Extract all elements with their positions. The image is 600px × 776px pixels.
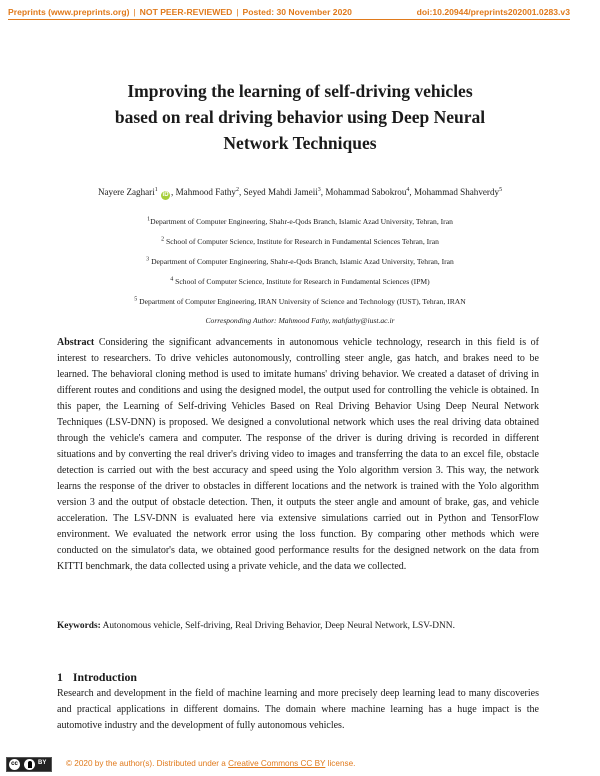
orcid-icon[interactable]: iD [162, 192, 169, 198]
author-name: Mohammad Sabokrou [325, 187, 407, 197]
affiliation-sup: 4 [170, 276, 174, 283]
affiliation-sup: 5 [134, 296, 138, 303]
affiliation [40, 292, 560, 312]
affiliation-text: Department of Computer Engineering, IRAN University of Science and Technology (IUST), Tehran, IRAN [139, 297, 466, 306]
preprint-header [0, 0, 600, 22]
affiliation-text: Department of Computer Engineering, Shahr-e-Qods Branch, Islamic Azad University, Tehran, Iran [150, 217, 453, 226]
affiliation-sup: 1 [147, 216, 151, 223]
section-heading [57, 670, 137, 685]
author-sup: 4 [406, 186, 410, 193]
affiliation-sup: 2 [161, 236, 165, 243]
keywords-label: Keywords: [57, 621, 101, 631]
author-sup: 3 [317, 186, 321, 193]
affiliation [40, 212, 560, 232]
author-name: Seyed Mahdi Jameii [243, 187, 318, 197]
title-line: based on real driving behavior using Deep Neural [114, 107, 486, 127]
author-sup: 5 [499, 186, 503, 193]
header-separator: | [133, 7, 136, 17]
section-number: 1 [57, 670, 63, 684]
license-prefix: © 2020 by the author(s). Distributed under a [66, 759, 226, 768]
cc-by-license-icon[interactable] [6, 757, 52, 772]
affiliation-list [40, 212, 560, 328]
paper-title [60, 78, 540, 156]
header-rule [8, 19, 570, 20]
license-footer [0, 753, 600, 776]
doi-link[interactable]: doi:10.20944/preprints202001.0283.v3 [416, 7, 570, 17]
affiliation [40, 272, 560, 292]
affiliation [40, 252, 560, 272]
cc-icon: cc [9, 759, 20, 770]
preprints-site-label[interactable]: Preprints (www.preprints.org) [8, 7, 130, 17]
author-name: Mohammad Shahverdy [413, 187, 500, 197]
author-name: Nayere Zaghari [97, 187, 155, 197]
section-title: Introduction [72, 670, 137, 684]
author-sup: 1 [154, 186, 158, 193]
peer-review-status: NOT PEER-REVIEWED [139, 7, 233, 17]
affiliation [40, 232, 560, 252]
keywords-text: Autonomous vehicle, Self-driving, Real Driving Behavior, Deep Neural Network, LSV-DNN. [102, 621, 455, 631]
cc-by-link[interactable]: Creative Commons CC BY [228, 759, 326, 768]
by-label: BY [38, 760, 47, 766]
title-line: Network Techniques [223, 133, 377, 153]
affiliation-text: School of Computer Science, Institute for Research in Fundamental Sciences Tehran, Iran [166, 237, 439, 246]
introduction-paragraph: Research and development in the field of machine learning and more precisely deep learning lead to many discoveries and practical applications in different domains. The domain where machine learning has a huge impact is the automotive industry and the development of fully autonomous vehicles. [57, 688, 539, 731]
attribution-icon [24, 759, 35, 770]
corresponding-author: Corresponding Author: Mahmood Fathy, mahfathy@iust.ac.ir [205, 316, 395, 325]
abstract-text: Considering the significant advancements in autonomous vehicle technology, research in this field is of interest to researchers. To drive vehicles autonomously, controlling steer angle, gas hatch, and brakes need to be learned. The behavioral cloning method is used to imitate humans' driving behavior. We created a dataset of driving in different routes and conditions and using the designed model, the output used for controlling the vehicle is obtained. In this paper, the Learning of Self-driving Vehicles Based on Real Driving Behavior Using Deep Neural Network Techniques (LSV-DNN) is proposed. We designed a convolutional network which uses the real driving data obtained through the vehicle's camera and computer. The response of the driver is during driving is recorded in different situations and by converting the real driver's driving video to images and transferring the data to an excel file, obstacle detection is carried out with the best accuracy and speed using the Yolo algorithm version 3. This way, the network learns the response of the driver to obstacles in different locations and the network is trained with the Yolo algorithm version 3 and the output of obstacle detection. Then, it outputs the steer angle and amount of brake, gas, and vehicle acceleration. The LSV-DNN is evaluated here via extensive simulations carried out in Python and TensorFlow environment. We evaluated the network error using the loss function. By comparing other methods which were conducted on the simulator's data, we obtained good performance results for the designed network on the data from KITTI benchmark, the data collected using a private vehicle, and the data we collected. [57, 337, 540, 572]
header-separator: | [236, 7, 239, 17]
abstract-label: Abstract [57, 337, 95, 348]
keywords [57, 619, 539, 633]
header-left [8, 7, 352, 17]
license-suffix: license. [327, 759, 356, 768]
author-list: Nayere Zaghari$^1$ iD , Mahmood Fathy$^2$, Seyed Mahdi Jameii$^3$, Mohammad Sabokrou$^4$, Mohammad Shahverdy$^5$ [97, 186, 503, 198]
author-sup: 2 [235, 186, 239, 193]
posted-date: Posted: 30 November 2020 [242, 7, 352, 17]
affiliation-text: School of Computer Science, Institute for Research in Fundamental Sciences (IPM) [175, 277, 430, 286]
abstract [57, 335, 539, 575]
affiliation-sup: 3 [146, 256, 150, 263]
affiliation-text: Department of Computer Engineering, Shahr-e-Qods Branch, Islamic Azad University, Tehran, Iran [151, 257, 454, 266]
license-text [66, 759, 355, 768]
title-line: Improving the learning of self-driving vehicles [127, 81, 473, 101]
author-name: Mahmood Fathy [175, 187, 236, 197]
